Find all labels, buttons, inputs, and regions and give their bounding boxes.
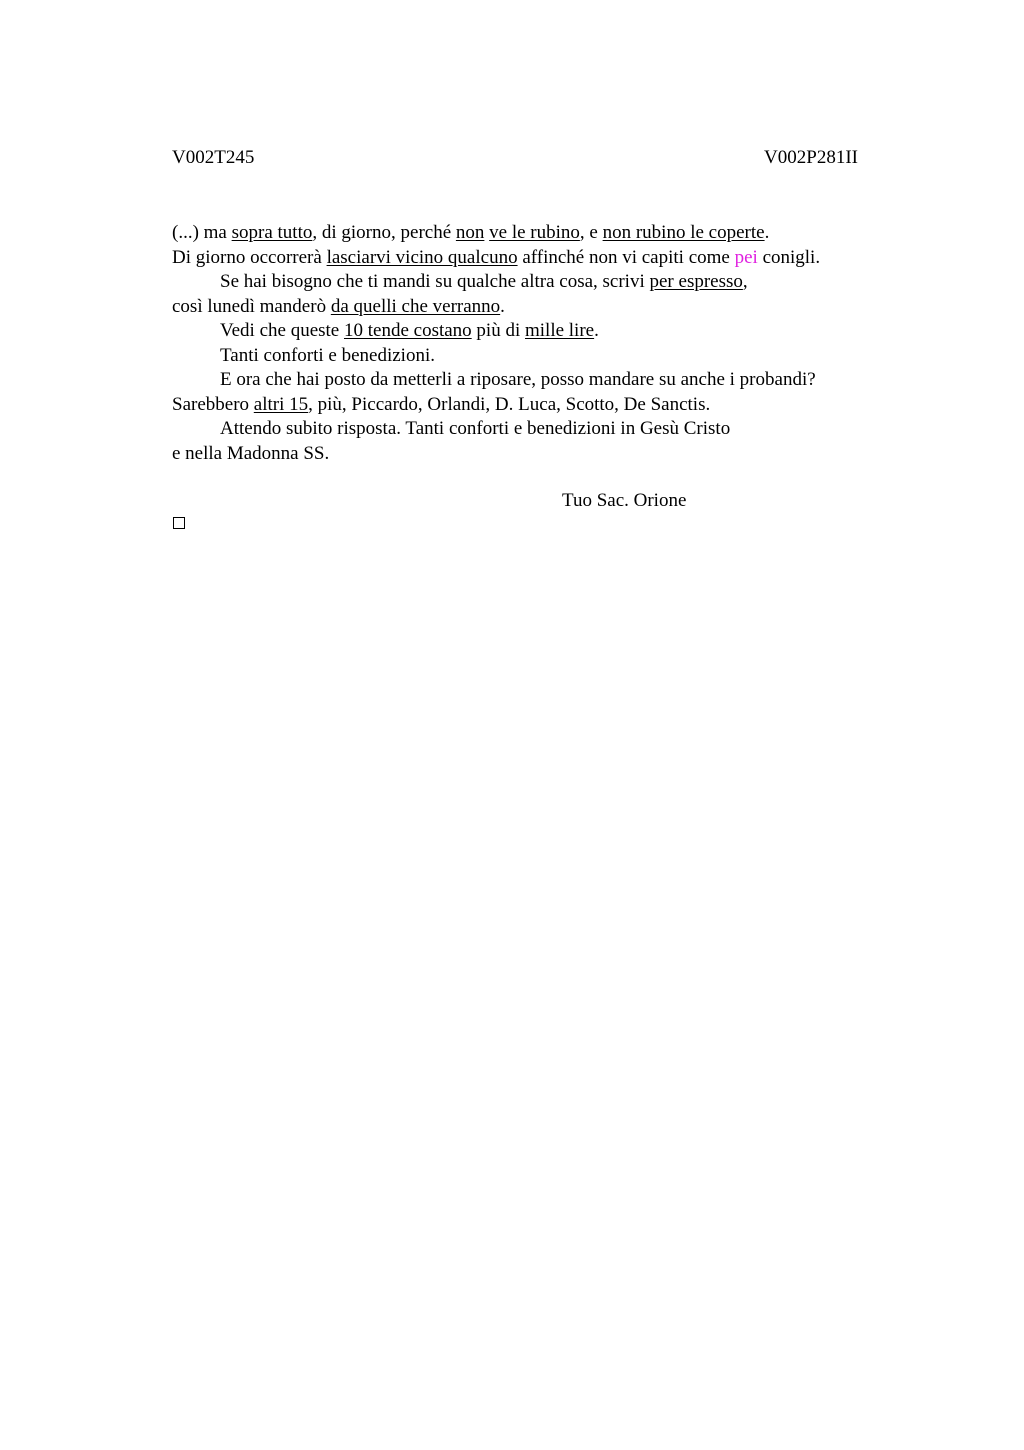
text-run: affinché non vi capiti come	[517, 246, 735, 268]
letter-line-7: E ora che hai posto da metterli a riposare, posso mandare su anche i probandi?	[220, 369, 816, 390]
text-run: Sarebbero	[172, 393, 254, 415]
highlighted-word: pei	[734, 246, 758, 268]
letter-line-9: Attendo subito risposta. Tanti conforti e benedizioni in Gesù Cristo	[220, 418, 731, 439]
underlined-text: da quelli che verranno	[330, 295, 501, 317]
text-run: Vedi che queste	[220, 320, 344, 341]
letter-line-10: e nella Madonna SS.	[172, 442, 330, 464]
text-run: Di giorno occorrerà	[172, 246, 327, 268]
letter-line-1	[172, 221, 892, 246]
text-run: .	[594, 320, 599, 341]
signature: Tuo Sac. Orione	[562, 490, 687, 511]
letter-body	[172, 221, 892, 466]
underlined-text: lasciarvi vicino qualcuno	[326, 246, 518, 268]
underlined-text: sopra tutto	[231, 222, 313, 243]
text-run: conigli.	[757, 246, 821, 268]
document-code-left: V002T245	[172, 147, 255, 168]
letter-line-4	[172, 295, 892, 320]
letter-line-8	[172, 393, 892, 418]
underlined-text: altri 15	[253, 393, 309, 415]
underlined-text: ve le rubino	[489, 222, 580, 243]
text-run: Se hai bisogno che ti mandi su qualche altra cosa, scrivi	[220, 271, 650, 292]
end-box-icon	[173, 517, 185, 529]
text-run: così lunedì manderò	[172, 295, 331, 317]
underlined-text: non	[455, 222, 485, 243]
letter-line-2	[172, 246, 892, 271]
letter-line-6: Tanti conforti e benedizioni.	[220, 344, 435, 366]
text-run: più di	[471, 320, 525, 341]
letter-line-5	[172, 319, 892, 344]
underlined-text: non rubino le coperte	[602, 222, 765, 243]
text-run: .	[764, 222, 770, 243]
letter-line-3	[172, 270, 892, 295]
text-run: , e	[579, 222, 603, 243]
text-run: (...) ma	[172, 222, 232, 243]
underlined-text: per espresso	[649, 271, 743, 292]
document-code-right: V002P281II	[764, 147, 858, 168]
text-run: .	[500, 295, 505, 317]
underlined-text: mille lire	[524, 320, 595, 341]
text-run: , più, Piccardo, Orlandi, D. Luca, Scotto, De Sanctis.	[308, 393, 711, 415]
text-run: , di giorno, perché	[312, 222, 456, 243]
underlined-text: 10 tende costano	[343, 320, 472, 341]
text-run: ,	[742, 271, 748, 292]
